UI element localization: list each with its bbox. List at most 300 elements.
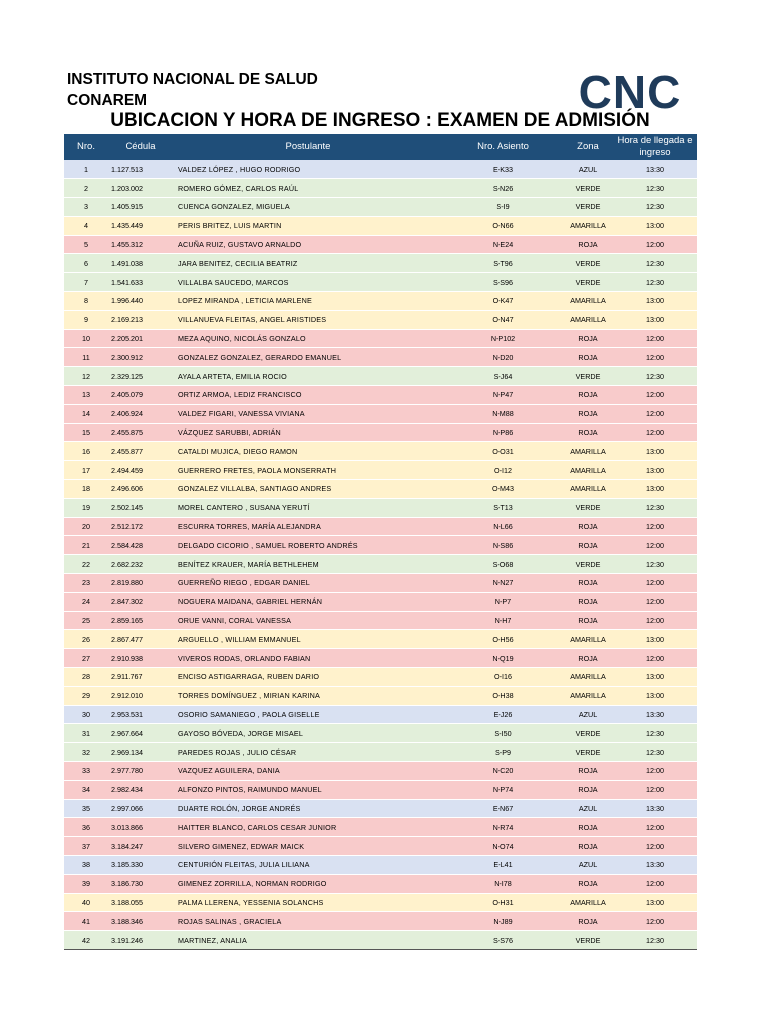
cell-asiento: O-I16 bbox=[443, 668, 563, 687]
cell-asiento: N-N27 bbox=[443, 574, 563, 593]
cell-cedula: 2.682.232 bbox=[108, 555, 173, 574]
cell-cedula: 1.127.513 bbox=[108, 160, 173, 179]
cell-cedula: 2.997.066 bbox=[108, 799, 173, 818]
table-row bbox=[64, 668, 697, 687]
cell-asiento: O-I12 bbox=[443, 461, 563, 480]
col-header-hora: Hora de llegada e ingreso bbox=[617, 135, 693, 158]
table-row bbox=[64, 837, 697, 856]
cell-hora: 12:00 bbox=[613, 574, 697, 593]
cell-zona: ROJA bbox=[563, 649, 613, 668]
cell-nombre: VILLALBA SAUCEDO, MARCOS bbox=[173, 273, 443, 292]
cell-nro: 36 bbox=[64, 818, 108, 837]
table-row bbox=[64, 799, 697, 818]
cell-nro: 20 bbox=[64, 517, 108, 536]
cell-cedula: 2.455.875 bbox=[108, 423, 173, 442]
cell-asiento: O-N47 bbox=[443, 310, 563, 329]
cell-nro: 3 bbox=[64, 198, 108, 217]
cell-asiento: S-S76 bbox=[443, 931, 563, 950]
cell-asiento: S-I50 bbox=[443, 724, 563, 743]
table-row bbox=[64, 310, 697, 329]
cell-asiento: N-H7 bbox=[443, 611, 563, 630]
cell-cedula: 3.191.246 bbox=[108, 931, 173, 950]
logo-text: CNC bbox=[578, 70, 682, 114]
table-row bbox=[64, 517, 697, 536]
cell-asiento: N-Q19 bbox=[443, 649, 563, 668]
cell-nombre: HAITTER BLANCO, CARLOS CESAR JUNIOR bbox=[173, 818, 443, 837]
table-row bbox=[64, 743, 697, 762]
cell-nro: 16 bbox=[64, 442, 108, 461]
cell-nro: 29 bbox=[64, 686, 108, 705]
cell-cedula: 1.541.633 bbox=[108, 273, 173, 292]
cell-cedula: 2.910.938 bbox=[108, 649, 173, 668]
cell-hora: 12:30 bbox=[613, 179, 697, 198]
cnc-logo bbox=[566, 70, 694, 114]
cell-asiento: S-S96 bbox=[443, 273, 563, 292]
cell-hora: 12:00 bbox=[613, 348, 697, 367]
cell-asiento: N-E24 bbox=[443, 235, 563, 254]
cell-zona: ROJA bbox=[563, 574, 613, 593]
table-row bbox=[64, 611, 697, 630]
table-row bbox=[64, 874, 697, 893]
cell-nro: 10 bbox=[64, 329, 108, 348]
table-row bbox=[64, 160, 697, 179]
cell-nombre: GONZALEZ GONZALEZ, GERARDO EMANUEL bbox=[173, 348, 443, 367]
table-row bbox=[64, 574, 697, 593]
table-row bbox=[64, 686, 697, 705]
cell-zona: AMARILLA bbox=[563, 668, 613, 687]
cell-hora: 12:00 bbox=[613, 874, 697, 893]
cell-nombre: ENCISO ASTIGARRAGA, RUBEN DARIO bbox=[173, 668, 443, 687]
cell-zona: VERDE bbox=[563, 198, 613, 217]
cell-asiento: S-T96 bbox=[443, 254, 563, 273]
cell-zona: AMARILLA bbox=[563, 893, 613, 912]
cell-nro: 31 bbox=[64, 724, 108, 743]
cell-nro: 28 bbox=[64, 668, 108, 687]
cell-nro: 8 bbox=[64, 292, 108, 311]
cell-zona: AZUL bbox=[563, 855, 613, 874]
cell-nombre: NOGUERA MAIDANA, GABRIEL HERNÁN bbox=[173, 592, 443, 611]
table-row bbox=[64, 912, 697, 931]
table-row bbox=[64, 724, 697, 743]
cell-hora: 13:00 bbox=[613, 893, 697, 912]
cell-cedula: 2.911.767 bbox=[108, 668, 173, 687]
cell-zona: ROJA bbox=[563, 780, 613, 799]
cell-zona: ROJA bbox=[563, 611, 613, 630]
cell-nro: 6 bbox=[64, 254, 108, 273]
cell-hora: 13:30 bbox=[613, 705, 697, 724]
cell-cedula: 2.977.780 bbox=[108, 762, 173, 781]
cell-hora: 12:00 bbox=[613, 818, 697, 837]
cell-cedula: 2.406.924 bbox=[108, 404, 173, 423]
cell-nombre: JARA BENITEZ, CECILIA BEATRIZ bbox=[173, 254, 443, 273]
cell-hora: 12:30 bbox=[613, 931, 697, 950]
cell-nombre: GUERREÑO RIEGO , EDGAR DANIEL bbox=[173, 574, 443, 593]
cell-cedula: 3.184.247 bbox=[108, 837, 173, 856]
cell-hora: 12:30 bbox=[613, 743, 697, 762]
table-row bbox=[64, 273, 697, 292]
cell-nombre: ORUE VANNI, CORAL VANESSA bbox=[173, 611, 443, 630]
cell-hora: 12:00 bbox=[613, 649, 697, 668]
cell-cedula: 2.300.912 bbox=[108, 348, 173, 367]
cell-hora: 12:00 bbox=[613, 912, 697, 931]
cell-hora: 12:00 bbox=[613, 592, 697, 611]
cell-nombre: CATALDI MUJICA, DIEGO RAMON bbox=[173, 442, 443, 461]
cell-asiento: N-J89 bbox=[443, 912, 563, 931]
cell-zona: ROJA bbox=[563, 874, 613, 893]
cell-asiento: S-I9 bbox=[443, 198, 563, 217]
table-row bbox=[64, 292, 697, 311]
cell-cedula: 2.494.459 bbox=[108, 461, 173, 480]
cell-asiento: N-P86 bbox=[443, 423, 563, 442]
cell-cedula: 1.455.312 bbox=[108, 235, 173, 254]
cell-hora: 12:00 bbox=[613, 611, 697, 630]
cell-hora: 12:00 bbox=[613, 423, 697, 442]
cell-zona: AMARILLA bbox=[563, 480, 613, 499]
cell-cedula: 1.203.002 bbox=[108, 179, 173, 198]
cell-cedula: 2.819.880 bbox=[108, 574, 173, 593]
cell-zona: VERDE bbox=[563, 743, 613, 762]
cell-nro: 17 bbox=[64, 461, 108, 480]
cell-nombre: VAZQUEZ AGUILERA, DANIA bbox=[173, 762, 443, 781]
cell-nombre: SILVERO GIMENEZ, EDWAR MAICK bbox=[173, 837, 443, 856]
admission-table bbox=[64, 134, 697, 950]
cell-asiento: N-L66 bbox=[443, 517, 563, 536]
cell-cedula: 3.013.866 bbox=[108, 818, 173, 837]
table-row bbox=[64, 818, 697, 837]
table-header-row bbox=[64, 134, 697, 160]
cell-cedula: 2.496.606 bbox=[108, 480, 173, 499]
cell-cedula: 3.188.346 bbox=[108, 912, 173, 931]
table-row bbox=[64, 329, 697, 348]
cell-cedula: 2.512.172 bbox=[108, 517, 173, 536]
cell-nombre: GONZALEZ VILLALBA, SANTIAGO ANDRES bbox=[173, 480, 443, 499]
cell-hora: 12:00 bbox=[613, 329, 697, 348]
cell-cedula: 3.188.055 bbox=[108, 893, 173, 912]
cell-asiento: N-P7 bbox=[443, 592, 563, 611]
cell-asiento: N-S86 bbox=[443, 536, 563, 555]
cell-hora: 12:30 bbox=[613, 254, 697, 273]
cell-nro: 4 bbox=[64, 216, 108, 235]
cell-cedula: 2.502.145 bbox=[108, 498, 173, 517]
cell-nombre: ORTIZ ARMOA, LEDIZ FRANCISCO bbox=[173, 386, 443, 405]
cell-zona: VERDE bbox=[563, 724, 613, 743]
cell-cedula: 3.185.330 bbox=[108, 855, 173, 874]
cell-nro: 21 bbox=[64, 536, 108, 555]
table-row bbox=[64, 423, 697, 442]
cell-nro: 32 bbox=[64, 743, 108, 762]
cell-nombre: VÁZQUEZ SARUBBI, ADRIÁN bbox=[173, 423, 443, 442]
cell-nombre: VALDEZ LÓPEZ , HUGO RODRIGO bbox=[173, 160, 443, 179]
cell-hora: 12:00 bbox=[613, 517, 697, 536]
cell-nombre: DELGADO CICORIO , SAMUEL ROBERTO ANDRÉS bbox=[173, 536, 443, 555]
cell-cedula: 1.491.038 bbox=[108, 254, 173, 273]
cell-hora: 13:00 bbox=[613, 310, 697, 329]
cell-nro: 23 bbox=[64, 574, 108, 593]
cell-nombre: BENÍTEZ KRAUER, MARÍA BETHLEHEM bbox=[173, 555, 443, 574]
cell-nombre: ACUÑA RUIZ, GUSTAVO ARNALDO bbox=[173, 235, 443, 254]
cell-hora: 13:00 bbox=[613, 292, 697, 311]
cell-nombre: CENTURIÓN FLEITAS, JULIA LILIANA bbox=[173, 855, 443, 874]
col-header-postulante: Postulante bbox=[285, 141, 331, 152]
cell-hora: 13:30 bbox=[613, 855, 697, 874]
cell-cedula: 2.169.213 bbox=[108, 310, 173, 329]
cell-cedula: 2.205.201 bbox=[108, 329, 173, 348]
cell-asiento: O-H38 bbox=[443, 686, 563, 705]
cell-asiento: O-M43 bbox=[443, 480, 563, 499]
cell-zona: ROJA bbox=[563, 762, 613, 781]
table-row bbox=[64, 536, 697, 555]
table-row bbox=[64, 386, 697, 405]
cell-zona: VERDE bbox=[563, 931, 613, 950]
cell-nombre: DUARTE ROLÓN, JORGE ANDRÉS bbox=[173, 799, 443, 818]
cell-nombre: ARGUELLO , WILLIAM EMMANUEL bbox=[173, 630, 443, 649]
cell-nombre: ALFONZO PINTOS, RAIMUNDO MANUEL bbox=[173, 780, 443, 799]
cell-asiento: N-C20 bbox=[443, 762, 563, 781]
cell-nro: 19 bbox=[64, 498, 108, 517]
cell-asiento: E-K33 bbox=[443, 160, 563, 179]
cell-zona: AMARILLA bbox=[563, 461, 613, 480]
cell-cedula: 2.847.302 bbox=[108, 592, 173, 611]
organization-name: CONAREM bbox=[67, 92, 148, 109]
table-row bbox=[64, 762, 697, 781]
cell-nro: 2 bbox=[64, 179, 108, 198]
cell-asiento: N-P102 bbox=[443, 329, 563, 348]
cell-zona: ROJA bbox=[563, 404, 613, 423]
cell-nro: 35 bbox=[64, 799, 108, 818]
table-row bbox=[64, 404, 697, 423]
cell-zona: AZUL bbox=[563, 705, 613, 724]
cell-nombre: TORRES DOMÍNGUEZ , MIRIAN KARINA bbox=[173, 686, 443, 705]
cell-cedula: 2.967.664 bbox=[108, 724, 173, 743]
table-row bbox=[64, 179, 697, 198]
table-row bbox=[64, 893, 697, 912]
cell-asiento: N-R74 bbox=[443, 818, 563, 837]
cell-cedula: 2.912.010 bbox=[108, 686, 173, 705]
cell-zona: AZUL bbox=[563, 160, 613, 179]
cell-nro: 7 bbox=[64, 273, 108, 292]
col-header-cedula: Cédula bbox=[125, 141, 156, 152]
cell-hora: 13:00 bbox=[613, 630, 697, 649]
cell-asiento: S-O68 bbox=[443, 555, 563, 574]
cell-asiento: S-J64 bbox=[443, 367, 563, 386]
cell-nro: 34 bbox=[64, 780, 108, 799]
cell-nombre: LOPEZ MIRANDA , LETICIA MARLENE bbox=[173, 292, 443, 311]
cell-nro: 5 bbox=[64, 235, 108, 254]
table-row bbox=[64, 555, 697, 574]
cell-cedula: 1.996.440 bbox=[108, 292, 173, 311]
cell-nombre: PALMA LLERENA, YESSENIA SOLANCHS bbox=[173, 893, 443, 912]
cell-cedula: 2.982.434 bbox=[108, 780, 173, 799]
cell-nombre: ROMERO GÓMEZ, CARLOS RAÚL bbox=[173, 179, 443, 198]
table-row bbox=[64, 480, 697, 499]
col-header-asiento: Nro. Asiento bbox=[477, 141, 529, 152]
table-row bbox=[64, 254, 697, 273]
cell-cedula: 1.435.449 bbox=[108, 216, 173, 235]
cell-asiento: N-P47 bbox=[443, 386, 563, 405]
cell-nro: 42 bbox=[64, 931, 108, 950]
cell-hora: 12:00 bbox=[613, 762, 697, 781]
cell-asiento: S-N26 bbox=[443, 179, 563, 198]
cell-hora: 13:00 bbox=[613, 442, 697, 461]
cell-nro: 22 bbox=[64, 555, 108, 574]
cell-hora: 12:30 bbox=[613, 724, 697, 743]
table-row bbox=[64, 780, 697, 799]
cell-nombre: MEZA AQUINO, NICOLÁS GONZALO bbox=[173, 329, 443, 348]
cell-asiento: O-H56 bbox=[443, 630, 563, 649]
cell-cedula: 2.953.531 bbox=[108, 705, 173, 724]
cell-asiento: N-I78 bbox=[443, 874, 563, 893]
table-row bbox=[64, 216, 697, 235]
cell-zona: AMARILLA bbox=[563, 442, 613, 461]
cell-nro: 39 bbox=[64, 874, 108, 893]
table-row bbox=[64, 498, 697, 517]
cell-nro: 40 bbox=[64, 893, 108, 912]
cell-cedula: 2.867.477 bbox=[108, 630, 173, 649]
cell-hora: 12:30 bbox=[613, 198, 697, 217]
cell-zona: VERDE bbox=[563, 555, 613, 574]
cell-cedula: 1.405.915 bbox=[108, 198, 173, 217]
cell-asiento: O-H31 bbox=[443, 893, 563, 912]
cell-zona: ROJA bbox=[563, 517, 613, 536]
cell-zona: VERDE bbox=[563, 179, 613, 198]
cell-hora: 13:30 bbox=[613, 799, 697, 818]
cell-zona: ROJA bbox=[563, 912, 613, 931]
cell-zona: ROJA bbox=[563, 329, 613, 348]
table-row bbox=[64, 367, 697, 386]
cell-asiento: O-K47 bbox=[443, 292, 563, 311]
cell-nro: 13 bbox=[64, 386, 108, 405]
cell-zona: ROJA bbox=[563, 818, 613, 837]
cell-zona: ROJA bbox=[563, 837, 613, 856]
table-row bbox=[64, 649, 697, 668]
cell-zona: ROJA bbox=[563, 348, 613, 367]
cell-zona: VERDE bbox=[563, 273, 613, 292]
cell-nombre: PERIS BRITEZ, LUIS MARTIN bbox=[173, 216, 443, 235]
table-row bbox=[64, 630, 697, 649]
cell-nombre: ROJAS SALINAS , GRACIELA bbox=[173, 912, 443, 931]
cell-nro: 9 bbox=[64, 310, 108, 329]
cell-nro: 38 bbox=[64, 855, 108, 874]
cell-nro: 11 bbox=[64, 348, 108, 367]
cell-asiento: E-L41 bbox=[443, 855, 563, 874]
cell-nro: 1 bbox=[64, 160, 108, 179]
cell-nro: 18 bbox=[64, 480, 108, 499]
cell-nombre: VILLANUEVA FLEITAS, ANGEL ARISTIDES bbox=[173, 310, 443, 329]
cell-cedula: 2.329.125 bbox=[108, 367, 173, 386]
cell-asiento: E-N67 bbox=[443, 799, 563, 818]
cell-hora: 12:00 bbox=[613, 386, 697, 405]
cell-zona: VERDE bbox=[563, 498, 613, 517]
cell-nombre: OSORIO SAMANIEGO , PAOLA GISELLE bbox=[173, 705, 443, 724]
cell-nro: 15 bbox=[64, 423, 108, 442]
cell-hora: 13:00 bbox=[613, 480, 697, 499]
cell-hora: 12:00 bbox=[613, 404, 697, 423]
table-body bbox=[64, 160, 697, 949]
col-header-zona: Zona bbox=[577, 141, 599, 152]
cell-zona: AMARILLA bbox=[563, 292, 613, 311]
cell-hora: 12:30 bbox=[613, 367, 697, 386]
cell-asiento: N-P74 bbox=[443, 780, 563, 799]
cell-hora: 13:30 bbox=[613, 160, 697, 179]
cell-cedula: 2.969.134 bbox=[108, 743, 173, 762]
table-row bbox=[64, 705, 697, 724]
cell-cedula: 3.186.730 bbox=[108, 874, 173, 893]
cell-hora: 12:30 bbox=[613, 498, 697, 517]
table-row bbox=[64, 461, 697, 480]
cell-hora: 13:00 bbox=[613, 461, 697, 480]
cell-zona: ROJA bbox=[563, 235, 613, 254]
cell-cedula: 2.859.165 bbox=[108, 611, 173, 630]
cell-nro: 30 bbox=[64, 705, 108, 724]
cell-zona: ROJA bbox=[563, 423, 613, 442]
cell-nombre: CUENCA GONZALEZ, MIGUELA bbox=[173, 198, 443, 217]
cell-nro: 25 bbox=[64, 611, 108, 630]
cell-nombre: MOREL CANTERO , SUSANA YERUTÍ bbox=[173, 498, 443, 517]
cell-asiento: N-O74 bbox=[443, 837, 563, 856]
cell-nombre: GUERRERO FRETES, PAOLA MONSERRATH bbox=[173, 461, 443, 480]
cell-hora: 12:00 bbox=[613, 235, 697, 254]
cell-nombre: VIVEROS RODAS, ORLANDO FABIAN bbox=[173, 649, 443, 668]
table-row bbox=[64, 348, 697, 367]
institute-name: INSTITUTO NACIONAL DE SALUD bbox=[67, 71, 318, 88]
cell-hora: 12:00 bbox=[613, 536, 697, 555]
cell-nombre: PAREDES ROJAS , JULIO CÉSAR bbox=[173, 743, 443, 762]
table-row bbox=[64, 855, 697, 874]
cell-cedula: 2.405.079 bbox=[108, 386, 173, 405]
cell-cedula: 2.455.877 bbox=[108, 442, 173, 461]
cell-zona: AMARILLA bbox=[563, 310, 613, 329]
table-bottom-rule bbox=[64, 949, 697, 950]
table-row bbox=[64, 235, 697, 254]
cell-nombre: VALDEZ FIGARI, VANESSA VIVIANA bbox=[173, 404, 443, 423]
cell-zona: ROJA bbox=[563, 386, 613, 405]
cell-asiento: O-O31 bbox=[443, 442, 563, 461]
cell-nro: 24 bbox=[64, 592, 108, 611]
cell-nombre: GIMENEZ ZORRILLA, NORMAN RODRIGO bbox=[173, 874, 443, 893]
cell-zona: ROJA bbox=[563, 536, 613, 555]
cell-zona: AMARILLA bbox=[563, 686, 613, 705]
cell-nombre: ESCURRA TORRES, MARÍA ALEJANDRA bbox=[173, 517, 443, 536]
table-row bbox=[64, 931, 697, 950]
cell-nro: 12 bbox=[64, 367, 108, 386]
cell-zona: AMARILLA bbox=[563, 630, 613, 649]
cell-zona: ROJA bbox=[563, 592, 613, 611]
col-header-nro: Nro. bbox=[77, 141, 95, 152]
cell-nombre: MARTINEZ, ANALIA bbox=[173, 931, 443, 950]
cell-zona: AMARILLA bbox=[563, 216, 613, 235]
cell-asiento: S-P9 bbox=[443, 743, 563, 762]
cell-nombre: AYALA ARTETA, EMILIA ROCIO bbox=[173, 367, 443, 386]
cell-asiento: O-N66 bbox=[443, 216, 563, 235]
cell-nro: 14 bbox=[64, 404, 108, 423]
page-title: UBICACION Y HORA DE INGRESO : EXAMEN DE ADMISIÓN bbox=[110, 110, 650, 131]
cell-asiento: E-J26 bbox=[443, 705, 563, 724]
cell-hora: 12:00 bbox=[613, 780, 697, 799]
cell-zona: VERDE bbox=[563, 254, 613, 273]
table-row bbox=[64, 442, 697, 461]
cell-nombre: GAYOSO BÓVEDA, JORGE MISAEL bbox=[173, 724, 443, 743]
cell-hora: 13:00 bbox=[613, 216, 697, 235]
cell-asiento: S-T13 bbox=[443, 498, 563, 517]
cell-zona: AZUL bbox=[563, 799, 613, 818]
cell-zona: VERDE bbox=[563, 367, 613, 386]
cell-hora: 12:00 bbox=[613, 837, 697, 856]
cell-nro: 33 bbox=[64, 762, 108, 781]
cell-hora: 13:00 bbox=[613, 668, 697, 687]
cell-nro: 27 bbox=[64, 649, 108, 668]
cell-hora: 13:00 bbox=[613, 686, 697, 705]
cell-nro: 41 bbox=[64, 912, 108, 931]
